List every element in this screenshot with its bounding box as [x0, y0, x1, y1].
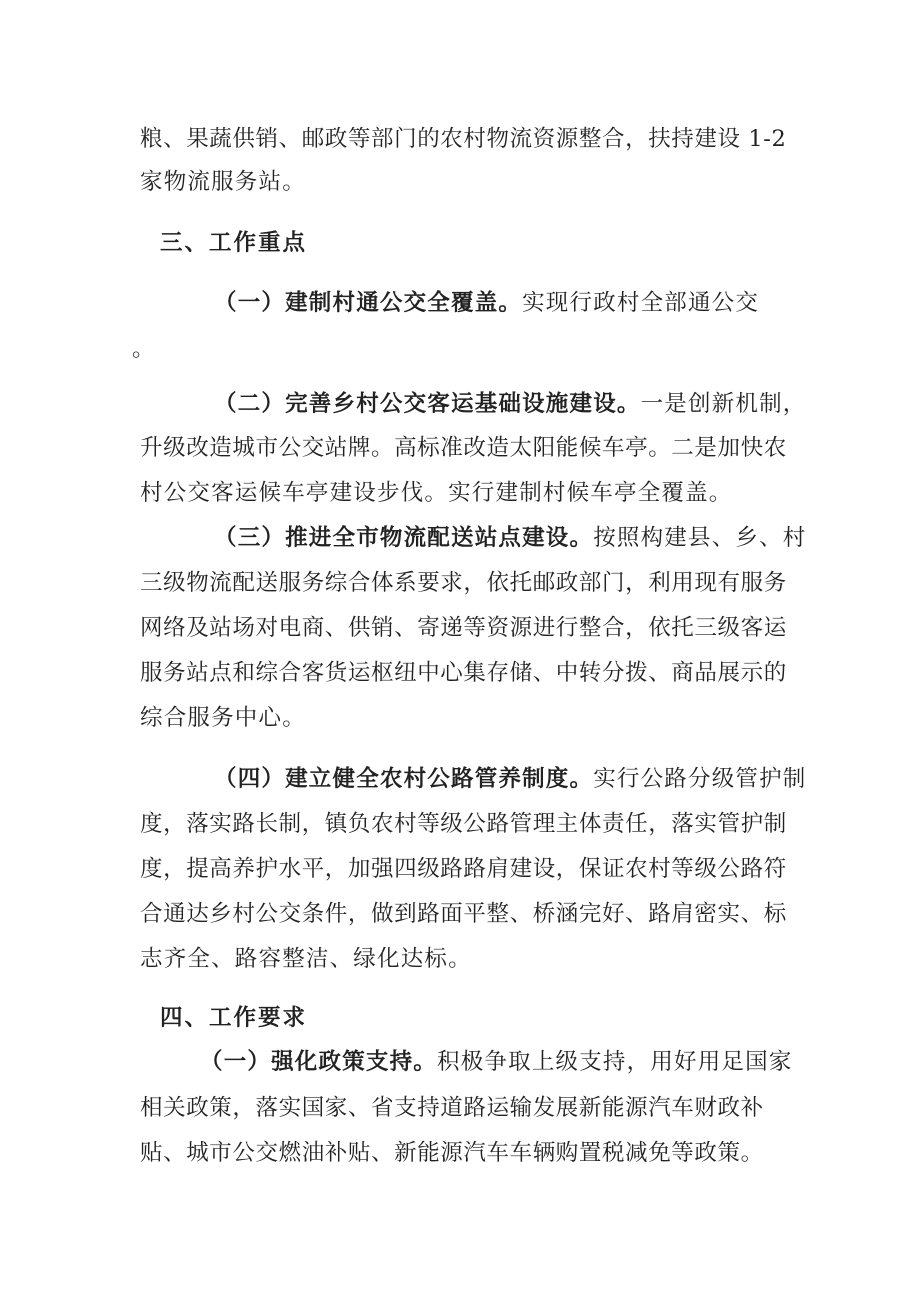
s3-item1-line-1	[214, 288, 759, 318]
s3-item3-line-3: 网络及站场对电商、供销、寄递等资源进行整合，依托三级客运	[140, 615, 787, 641]
s3-item2-text: 一是创新机制，	[640, 391, 807, 417]
s3-item4-line-5: 志齐全、路容整洁、绿化达标。	[140, 946, 472, 972]
s3-item3-lead: （三）推进全市物流配送站点建设。	[214, 525, 594, 551]
s3-item3-line-2: 三级物流配送服务综合体系要求，依托邮政部门，利用现有服务	[140, 570, 787, 596]
s3-item2-lead: （二）完善乡村公交客运基础设施建设。	[214, 391, 641, 417]
section-3-heading: 三、工作重点	[160, 230, 308, 256]
s3-item3-line-1	[214, 523, 807, 553]
s3-item1-text: 实现行政村全部通公交	[522, 290, 760, 316]
s3-item2-line-1	[214, 389, 807, 419]
s4-item1-lead: （一）强化政策支持。	[200, 1049, 438, 1075]
s4-item1-text: 积极争取上级支持，用好用足国家	[437, 1049, 793, 1075]
s4-item1-line-1	[200, 1047, 793, 1077]
intro-line-2: 家物流服务站。	[140, 169, 306, 195]
s3-item4-lead: （四）建立健全农村公路管养制度。	[214, 766, 594, 792]
s4-item1-line-3: 贴、城市公交燃油补贴、新能源汽车车辆购置税减免等政策。	[140, 1140, 764, 1166]
s4-item1-line-2: 相关政策，落实国家、省支持道路运输发展新能源汽车财政补	[140, 1095, 764, 1121]
s3-item1-tail: 。	[132, 336, 156, 362]
s3-item3-line-5: 综合服务中心。	[140, 705, 306, 731]
s3-item4-line-1	[214, 764, 807, 794]
s3-item4-line-4: 合通达乡村公交条件，做到路面平整、桥涵完好、路肩密实、标	[140, 901, 787, 927]
s3-item4-text: 实行公路分级管护制	[593, 766, 807, 792]
s3-item1-lead: （一）建制村通公交全覆盖。	[214, 290, 523, 316]
s3-item2-line-2: 升级改造城市公交站牌。高标准改造太阳能候车亭。二是加快农	[140, 435, 787, 461]
s3-item2-line-3: 村公交客运候车亭建设步伐。实行建制村候车亭全覆盖。	[140, 480, 733, 506]
intro-line-1: 粮、果蔬供销、邮政等部门的农村物流资源整合，扶持建设 1-2	[140, 126, 787, 152]
s3-item3-text: 按照构建县、乡、村	[593, 525, 807, 551]
s3-item4-line-3: 度，提高养护水平，加强四级路路肩建设，保证农村等级公路符	[140, 856, 787, 882]
section-4-heading: 四、工作要求	[160, 1005, 308, 1031]
s3-item4-line-2: 度，落实路长制，镇负农村等级公路管理主体责任，落实管护制	[140, 811, 787, 837]
s3-item3-line-4: 服务站点和综合客货运枢纽中心集存储、中转分拨、商品展示的	[140, 660, 787, 686]
